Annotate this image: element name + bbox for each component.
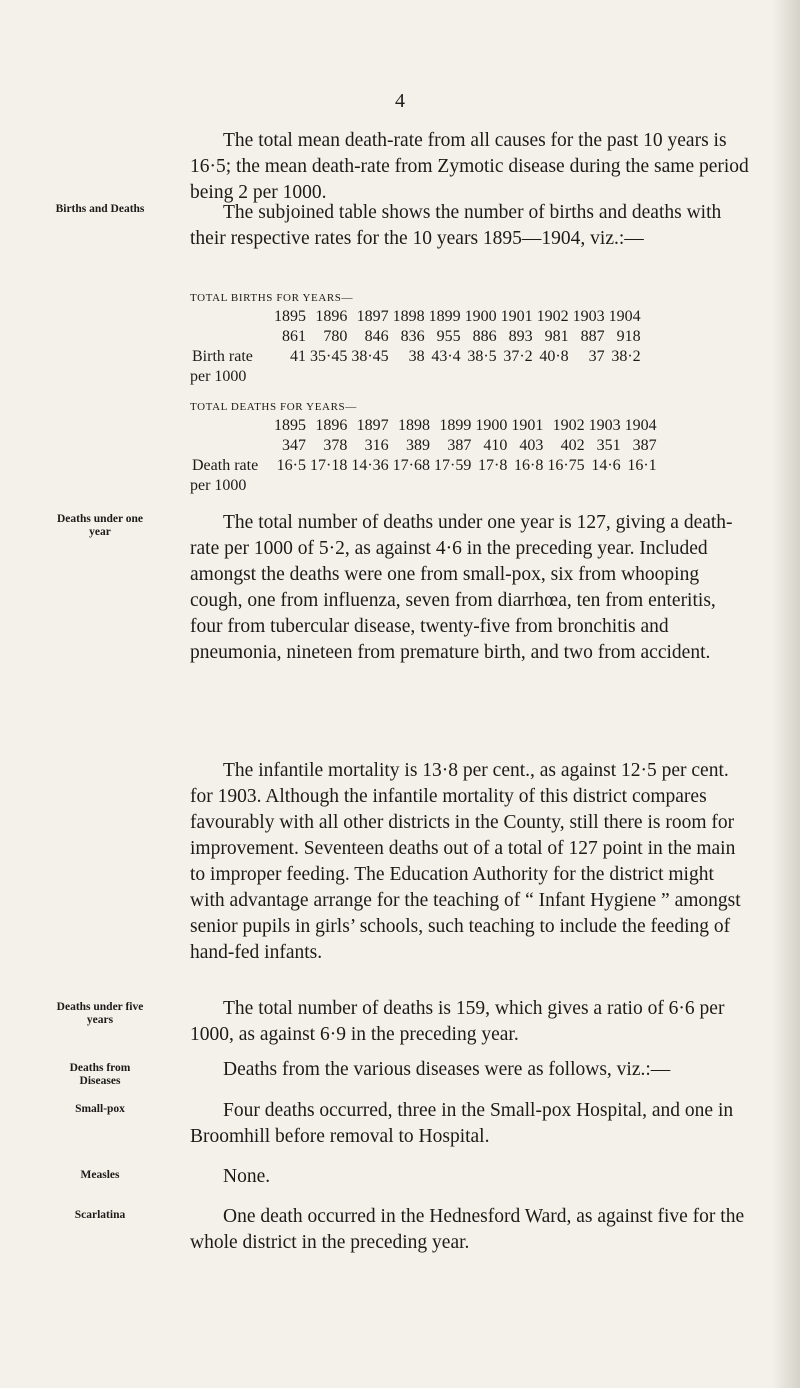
margin-note-under-five: Deaths under five years bbox=[56, 1001, 144, 1026]
year-cell: 1900 bbox=[464, 308, 497, 325]
year-cell: 1901 bbox=[511, 417, 544, 434]
deaths-years-row bbox=[190, 416, 659, 436]
year-cell: 1895 bbox=[274, 417, 306, 434]
smallpox-paragraph: Four deaths occurred, three in the Small-pox Hospital, and one in Broomhill before removal to Hospital. bbox=[190, 1100, 734, 1147]
margin-note-smallpox: Small-pox bbox=[75, 1103, 125, 1115]
death-rate-row bbox=[190, 456, 659, 476]
scarlatina-paragraph: One death occurred in the Hednesford Ward, as against five for the whole district in the preceding year. bbox=[190, 1206, 745, 1253]
year-cell: 1900 bbox=[475, 417, 508, 434]
count-cell: 387 bbox=[447, 437, 472, 454]
death-rate-unit-label: per 1000 bbox=[190, 477, 247, 494]
rate-cell: 14·36 bbox=[351, 457, 389, 474]
year-cell: 1901 bbox=[500, 308, 533, 325]
year-cell: 1903 bbox=[572, 308, 605, 325]
deaths-counts-row bbox=[190, 436, 659, 456]
count-cell: 887 bbox=[580, 328, 605, 345]
year-cell: 1897 bbox=[356, 308, 389, 325]
count-cell: 347 bbox=[282, 437, 306, 454]
page-number: 4 bbox=[395, 90, 405, 112]
year-cell: 1899 bbox=[428, 308, 461, 325]
count-cell: 955 bbox=[436, 328, 461, 345]
count-cell: 402 bbox=[560, 437, 585, 454]
count-cell: 886 bbox=[472, 328, 497, 345]
rate-cell: 35·45 bbox=[310, 348, 348, 365]
births-years-row bbox=[190, 307, 643, 327]
births-table-heading: TOTAL BIRTHS FOR YEARS— bbox=[190, 292, 354, 304]
intro-paragraph: The total mean death-rate from all causes for the past 10 years is 16·5; the mean death-rate from Zymotic disease during the same period being 2 per 1000. bbox=[190, 130, 749, 203]
birth-rate-label: Birth rate bbox=[192, 348, 253, 365]
rate-cell: 37 bbox=[588, 348, 605, 365]
year-cell: 1902 bbox=[536, 308, 569, 325]
death-rate-label: Death rate bbox=[192, 457, 259, 474]
count-cell: 893 bbox=[508, 328, 533, 345]
count-cell: 846 bbox=[364, 328, 389, 345]
year-cell: 1904 bbox=[608, 308, 641, 325]
rate-cell: 16·5 bbox=[276, 457, 306, 474]
count-cell: 836 bbox=[400, 328, 425, 345]
margin-note-diseases: Deaths from Diseases bbox=[69, 1062, 131, 1087]
rate-cell: 38·2 bbox=[611, 348, 641, 365]
rate-cell: 17·68 bbox=[392, 457, 430, 474]
count-cell: 389 bbox=[405, 437, 430, 454]
count-cell: 918 bbox=[616, 328, 641, 345]
margin-note-measles: Measles bbox=[80, 1169, 120, 1181]
rate-cell: 17·18 bbox=[310, 457, 348, 474]
rate-cell: 41 bbox=[290, 348, 306, 365]
measles-paragraph: None. bbox=[223, 1166, 271, 1187]
rate-cell: 16·8 bbox=[513, 457, 544, 474]
birth-rate-row bbox=[190, 347, 643, 367]
count-cell: 387 bbox=[632, 437, 657, 454]
year-cell: 1898 bbox=[392, 308, 425, 325]
count-cell: 316 bbox=[364, 437, 389, 454]
year-cell: 1904 bbox=[624, 417, 657, 434]
rate-cell: 38·45 bbox=[351, 348, 389, 365]
year-cell: 1896 bbox=[315, 308, 348, 325]
births-deaths-paragraph: The subjoined table shows the number of births and deaths with their respective rates for the 10 years 1895—1904, viz.:— bbox=[190, 202, 722, 249]
count-cell: 410 bbox=[483, 437, 508, 454]
births-table bbox=[190, 307, 643, 367]
rate-cell: 17·59 bbox=[433, 457, 472, 474]
rate-cell: 16·75 bbox=[547, 457, 585, 474]
year-cell: 1899 bbox=[439, 417, 472, 434]
rate-cell: 38·5 bbox=[467, 348, 497, 365]
margin-note-births-deaths: Births and Deaths bbox=[55, 203, 145, 215]
infantile-mortality-paragraph: The infantile mortality is 13·8 per cent., as against 12·5 per cent. for 1903. Although the infantile mortality of this district compares favourably with all other districts in the County, still there is room for improvement. Seventeen deaths out of a total of 127 point in the main to improper feeding. The Education Authority for the district might with advantage arrange for the teaching of “ Infant Hygiene ” amongst senior pupils in girls’ schools, such teaching to include the feeding of hand-fed infants. bbox=[190, 760, 741, 963]
rate-cell: 43·4 bbox=[431, 348, 461, 365]
year-cell: 1897 bbox=[356, 417, 389, 434]
page-edge-shadow bbox=[772, 0, 800, 1388]
year-cell: 1902 bbox=[552, 417, 585, 434]
count-cell: 351 bbox=[596, 437, 621, 454]
margin-note-scarlatina: Scarlatina bbox=[74, 1209, 126, 1221]
year-cell: 1896 bbox=[315, 417, 348, 434]
rate-cell: 14·6 bbox=[591, 457, 621, 474]
year-cell: 1898 bbox=[397, 417, 430, 434]
deaths-table bbox=[190, 416, 659, 476]
year-cell: 1903 bbox=[588, 417, 621, 434]
count-cell: 861 bbox=[282, 328, 306, 345]
under-one-paragraph: The total number of deaths under one year is 127, giving a death-rate per 1000 of 5·2, as against 4·6 in the preceding year. Included amongst the deaths were one from small-pox, six from whooping cough, one from influenza, seven from diarrhœa, ten from enteritis, four from tubercular disease, twenty-five from bronchitis and pneumonia, nineteen from premature birth, and two from accident. bbox=[190, 512, 733, 663]
diseases-paragraph: Deaths from the various diseases were as follows, viz.:— bbox=[223, 1059, 671, 1080]
rate-cell: 37·2 bbox=[503, 348, 533, 365]
count-cell: 403 bbox=[519, 437, 544, 454]
rate-cell: 16·1 bbox=[627, 457, 657, 474]
margin-note-under-one: Deaths under one year bbox=[56, 513, 144, 538]
year-cell: 1895 bbox=[274, 308, 306, 325]
births-counts-row bbox=[190, 327, 643, 347]
birth-rate-unit-label: per 1000 bbox=[190, 368, 247, 385]
rate-cell: 38 bbox=[408, 348, 425, 365]
count-cell: 981 bbox=[544, 328, 569, 345]
under-five-paragraph: The total number of deaths is 159, which gives a ratio of 6·6 per 1000, as against 6·9 in the preceding year. bbox=[190, 998, 725, 1045]
rate-cell: 40·8 bbox=[539, 348, 569, 365]
rate-cell: 17·8 bbox=[477, 457, 508, 474]
count-cell: 378 bbox=[323, 437, 348, 454]
deaths-table-heading: TOTAL DEATHS FOR YEARS— bbox=[190, 401, 357, 413]
count-cell: 780 bbox=[323, 328, 348, 345]
